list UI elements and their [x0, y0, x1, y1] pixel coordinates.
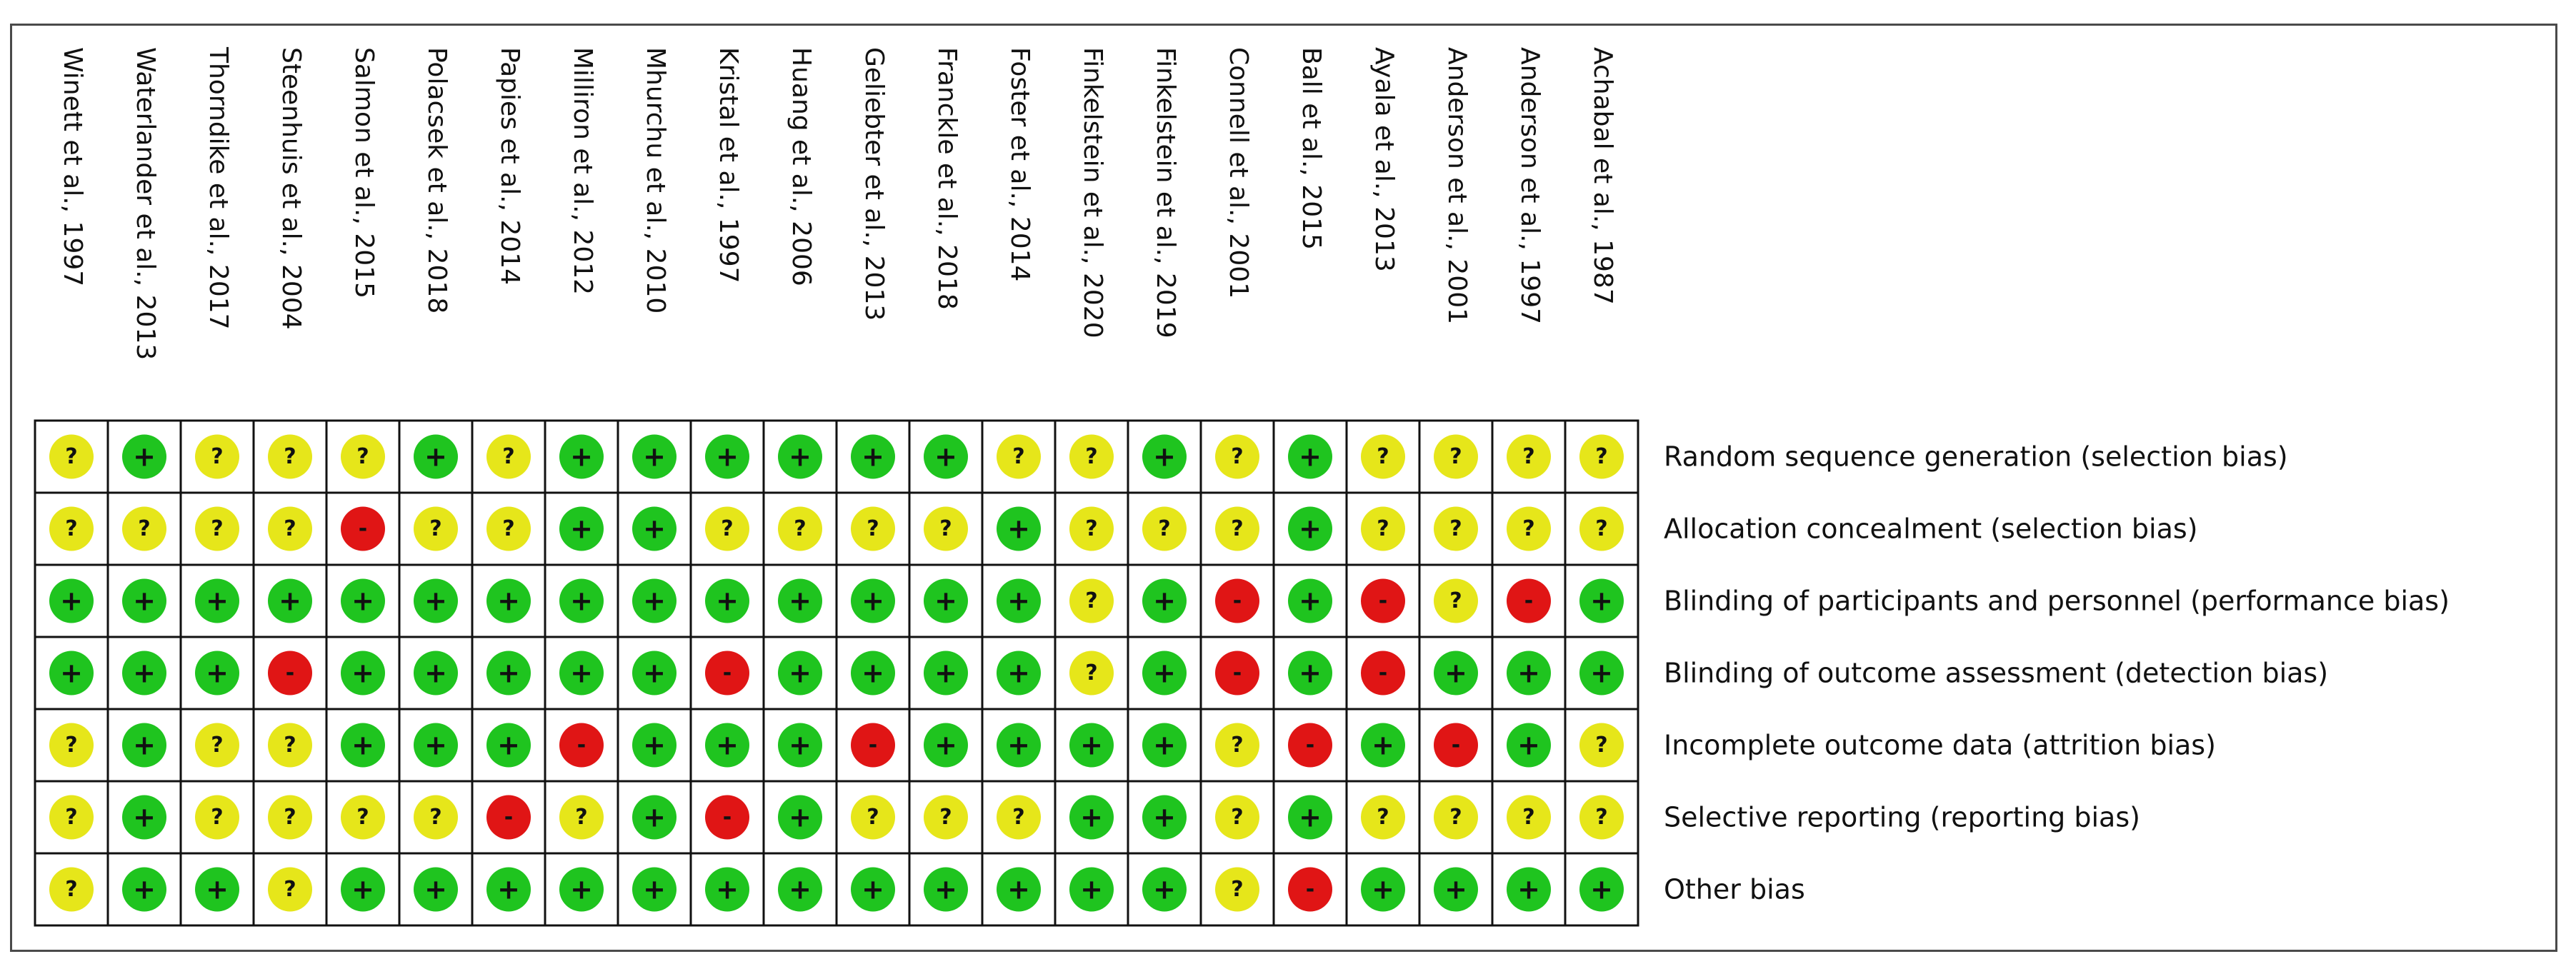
judgement-symbol: +	[1517, 729, 1540, 761]
study-label: Thorndike et al., 2017	[204, 47, 233, 330]
judgement-symbol: -	[1305, 733, 1315, 758]
judgement-symbol: +	[716, 441, 739, 473]
judgement-symbol: ?	[1085, 444, 1098, 469]
judgement-symbol: ?	[284, 805, 296, 830]
study-label: Finkelstein et al., 2019	[1151, 47, 1180, 338]
judgement-symbol: -	[285, 661, 295, 686]
judgement-symbol: -	[1378, 588, 1388, 613]
judgement-symbol: +	[643, 513, 666, 545]
judgement-symbol: -	[1378, 661, 1388, 686]
judgement-symbol: +	[789, 873, 812, 905]
domain-label: Selective reporting (reporting bias)	[1664, 801, 2140, 833]
judgement-symbol: +	[1299, 801, 1322, 833]
judgement-symbol: +	[643, 873, 666, 905]
judgement-symbol: +	[789, 585, 812, 617]
judgement-symbol: +	[424, 585, 447, 617]
study-label: Waterlander et al., 2013	[131, 47, 160, 361]
judgement-symbol: ?	[284, 516, 296, 541]
judgement-symbol: +	[497, 873, 520, 905]
study-label: Steenhuis et al., 2004	[276, 47, 306, 330]
judgement-symbol: +	[789, 657, 812, 689]
judgement-symbol: ?	[1377, 516, 1389, 541]
judgement-symbol: +	[206, 585, 229, 617]
judgement-symbol: +	[1299, 513, 1322, 545]
judgement-symbol: ?	[65, 516, 78, 541]
judgement-symbol: ?	[1595, 733, 1608, 758]
judgement-symbol: ?	[65, 877, 78, 902]
judgement-symbol: ?	[939, 805, 952, 830]
judgement-symbol: -	[868, 733, 878, 758]
judgement-symbol: +	[133, 801, 156, 833]
judgement-symbol: ?	[1449, 588, 1462, 613]
judgement-symbol: ?	[502, 516, 515, 541]
judgement-symbol: +	[1517, 873, 1540, 905]
judgement-symbol: +	[279, 585, 301, 617]
rating-grid	[35, 421, 1638, 925]
judgement-symbol: +	[424, 441, 447, 473]
study-label: Ayala et al., 2013	[1369, 47, 1399, 272]
judgement-symbol: +	[351, 657, 374, 689]
judgement-symbol: +	[1007, 729, 1030, 761]
domain-label: Blinding of participants and personnel (performance bias)	[1664, 585, 2450, 617]
judgement-symbol: -	[722, 661, 732, 686]
judgement-symbol: +	[570, 657, 593, 689]
judgement-symbol: ?	[1377, 805, 1389, 830]
judgement-symbol: +	[497, 729, 520, 761]
judgement-symbol: +	[1299, 441, 1322, 473]
judgement-symbol: +	[643, 585, 666, 617]
judgement-symbol: ?	[65, 733, 78, 758]
study-labels	[58, 46, 1617, 360]
judgement-symbol: +	[789, 441, 812, 473]
judgement-symbol: +	[1007, 585, 1030, 617]
judgement-symbol: ?	[65, 444, 78, 469]
judgement-symbol: ?	[284, 733, 296, 758]
judgement-symbol: +	[1372, 729, 1394, 761]
judgement-symbol: +	[862, 441, 884, 473]
judgement-symbol: ?	[284, 444, 296, 469]
judgement-symbol: +	[934, 657, 957, 689]
judgement-symbol: ?	[1595, 444, 1608, 469]
judgement-symbol: +	[934, 585, 957, 617]
domain-label: Allocation concealment (selection bias)	[1664, 513, 2198, 545]
study-label: Polacsek et al., 2018	[422, 47, 451, 314]
study-label: Anderson et al., 1997	[1515, 47, 1544, 325]
study-label: Mhurchu et al., 2010	[641, 47, 670, 314]
judgement-symbol: ?	[575, 805, 588, 830]
judgement-symbol: -	[1524, 588, 1534, 613]
judgement-symbol: -	[722, 805, 732, 830]
judgement-symbol: ?	[211, 733, 224, 758]
judgement-symbol: +	[1007, 513, 1030, 545]
judgement-symbol: ?	[1158, 516, 1171, 541]
judgement-symbol: +	[570, 873, 593, 905]
study-label: Franckle et al., 2018	[932, 47, 962, 310]
judgement-symbol: +	[1153, 729, 1176, 761]
judgement-symbol: +	[862, 585, 884, 617]
judgement-symbol: +	[1080, 801, 1103, 833]
judgement-symbol: ?	[138, 516, 151, 541]
study-label: Milliron et al., 2012	[568, 47, 597, 296]
judgement-symbol: +	[1299, 657, 1322, 689]
study-label: Ball et al., 2015	[1297, 47, 1326, 250]
judgement-symbol: ?	[356, 444, 369, 469]
judgement-symbol: +	[1299, 585, 1322, 617]
judgement-symbol: +	[1517, 657, 1540, 689]
judgement-symbol: ?	[1231, 733, 1244, 758]
study-label: Papies et al., 2014	[495, 47, 524, 286]
judgement-symbol: ?	[1085, 661, 1098, 686]
judgement-symbol: +	[351, 585, 374, 617]
judgement-symbol: +	[570, 585, 593, 617]
judgement-symbol: ?	[65, 805, 78, 830]
judgement-symbol: ?	[1522, 516, 1535, 541]
study-label: Geliebter et al., 2013	[859, 47, 889, 321]
judgement-symbol: -	[1451, 733, 1461, 758]
study-label: Finkelstein et al., 2020	[1078, 47, 1107, 338]
judgement-symbol: ?	[867, 516, 879, 541]
judgement-symbol: -	[1232, 661, 1242, 686]
study-label: Kristal et al., 1997	[714, 47, 743, 283]
judgement-symbol: ?	[1449, 805, 1462, 830]
domain-label: Blinding of outcome assessment (detection bias)	[1664, 657, 2329, 689]
study-label: Anderson et al., 2001	[1442, 47, 1472, 325]
judgement-symbol: ?	[1595, 516, 1608, 541]
judgement-symbol: +	[643, 801, 666, 833]
judgement-symbol: -	[504, 805, 514, 830]
judgement-symbol: -	[576, 733, 586, 758]
judgement-symbol: ?	[284, 877, 296, 902]
judgement-symbol: +	[133, 729, 156, 761]
judgement-symbol: +	[862, 657, 884, 689]
judgement-symbol: +	[1153, 657, 1176, 689]
judgement-symbol: ?	[1012, 444, 1025, 469]
judgement-symbol: ?	[429, 516, 442, 541]
judgement-symbol: +	[789, 729, 812, 761]
study-label: Winett et al., 1997	[58, 47, 87, 287]
domain-label: Incomplete outcome data (attrition bias)	[1664, 729, 2216, 761]
judgement-symbol: ?	[1231, 516, 1244, 541]
judgement-symbol: +	[643, 441, 666, 473]
study-label: Huang et al., 2006	[787, 47, 816, 286]
judgement-symbol: +	[1153, 585, 1176, 617]
judgement-symbol: ?	[211, 516, 224, 541]
domain-label: Random sequence generation (selection bias)	[1664, 441, 2288, 473]
judgement-symbol: +	[570, 513, 593, 545]
judgement-symbol: +	[643, 729, 666, 761]
judgement-symbol: +	[497, 657, 520, 689]
judgement-symbol: ?	[721, 516, 734, 541]
judgement-symbol: ?	[1449, 516, 1462, 541]
judgement-symbol: ?	[1522, 444, 1535, 469]
domain-label: Other bias	[1664, 873, 1805, 905]
judgement-symbol: +	[1153, 873, 1176, 905]
judgement-symbol: +	[716, 729, 739, 761]
judgement-symbol: +	[934, 729, 957, 761]
judgement-symbol: +	[351, 729, 374, 761]
judgement-symbol: ?	[794, 516, 807, 541]
judgement-symbol: +	[424, 873, 447, 905]
judgement-symbol: ?	[1085, 588, 1098, 613]
judgement-symbol: +	[424, 729, 447, 761]
figure-frame	[10, 24, 2557, 952]
judgement-symbol: +	[60, 585, 83, 617]
judgement-symbol: ?	[867, 805, 879, 830]
judgement-symbol: ?	[1449, 444, 1462, 469]
judgement-symbol: -	[1232, 588, 1242, 613]
study-label: Achabal et al., 1987	[1588, 47, 1617, 305]
judgement-symbol: +	[133, 441, 156, 473]
judgement-symbol: +	[934, 873, 957, 905]
judgement-symbol: +	[1372, 873, 1394, 905]
judgement-symbol: +	[133, 873, 156, 905]
judgement-symbol: +	[789, 801, 812, 833]
judgement-symbol: ?	[429, 805, 442, 830]
judgement-symbol: +	[497, 585, 520, 617]
judgement-symbol: ?	[1522, 805, 1535, 830]
judgement-symbol: +	[862, 873, 884, 905]
judgement-symbol: +	[60, 657, 83, 689]
domain-labels	[1664, 441, 2450, 905]
judgement-symbol: +	[1590, 585, 1613, 617]
judgement-symbol: ?	[1377, 444, 1389, 469]
judgement-symbol: +	[1590, 657, 1613, 689]
judgement-symbol: ?	[502, 444, 515, 469]
judgement-symbol: ?	[1012, 805, 1025, 830]
judgement-symbol: +	[1080, 729, 1103, 761]
judgement-symbol: -	[1305, 877, 1315, 902]
judgement-symbol: ?	[211, 444, 224, 469]
judgement-symbol: +	[643, 657, 666, 689]
judgement-symbol: +	[1153, 801, 1176, 833]
judgement-symbol: ?	[1085, 516, 1098, 541]
judgement-symbol: +	[206, 873, 229, 905]
judgement-symbol: ?	[356, 805, 369, 830]
judgement-symbol: +	[351, 873, 374, 905]
study-label: Salmon et al., 2015	[349, 47, 379, 298]
judgement-symbol: +	[1080, 873, 1103, 905]
judgement-symbol: +	[1444, 873, 1467, 905]
judgement-symbol: ?	[939, 516, 952, 541]
judgement-symbol: ?	[1595, 805, 1608, 830]
judgement-symbol: -	[358, 516, 368, 541]
judgement-symbol: ?	[1231, 444, 1244, 469]
judgement-symbol: +	[424, 657, 447, 689]
judgement-symbol: +	[1007, 873, 1030, 905]
judgement-symbol: +	[1007, 657, 1030, 689]
judgement-symbol: +	[934, 441, 957, 473]
judgement-symbol: ?	[1231, 805, 1244, 830]
judgement-symbol: +	[133, 657, 156, 689]
judgement-symbol: +	[1444, 657, 1467, 689]
judgement-symbol: +	[1153, 441, 1176, 473]
judgement-symbol: ?	[211, 805, 224, 830]
judgement-symbol: +	[716, 873, 739, 905]
judgement-symbol: +	[133, 585, 156, 617]
judgement-symbol: ?	[1231, 877, 1244, 902]
study-label: Foster et al., 2014	[1005, 47, 1034, 282]
risk-of-bias-summary	[12, 26, 2555, 950]
judgement-symbol: +	[1590, 873, 1613, 905]
study-label: Connell et al., 2001	[1224, 47, 1253, 299]
judgement-symbol: +	[716, 585, 739, 617]
judgement-symbol: +	[570, 441, 593, 473]
judgement-symbol: +	[206, 657, 229, 689]
